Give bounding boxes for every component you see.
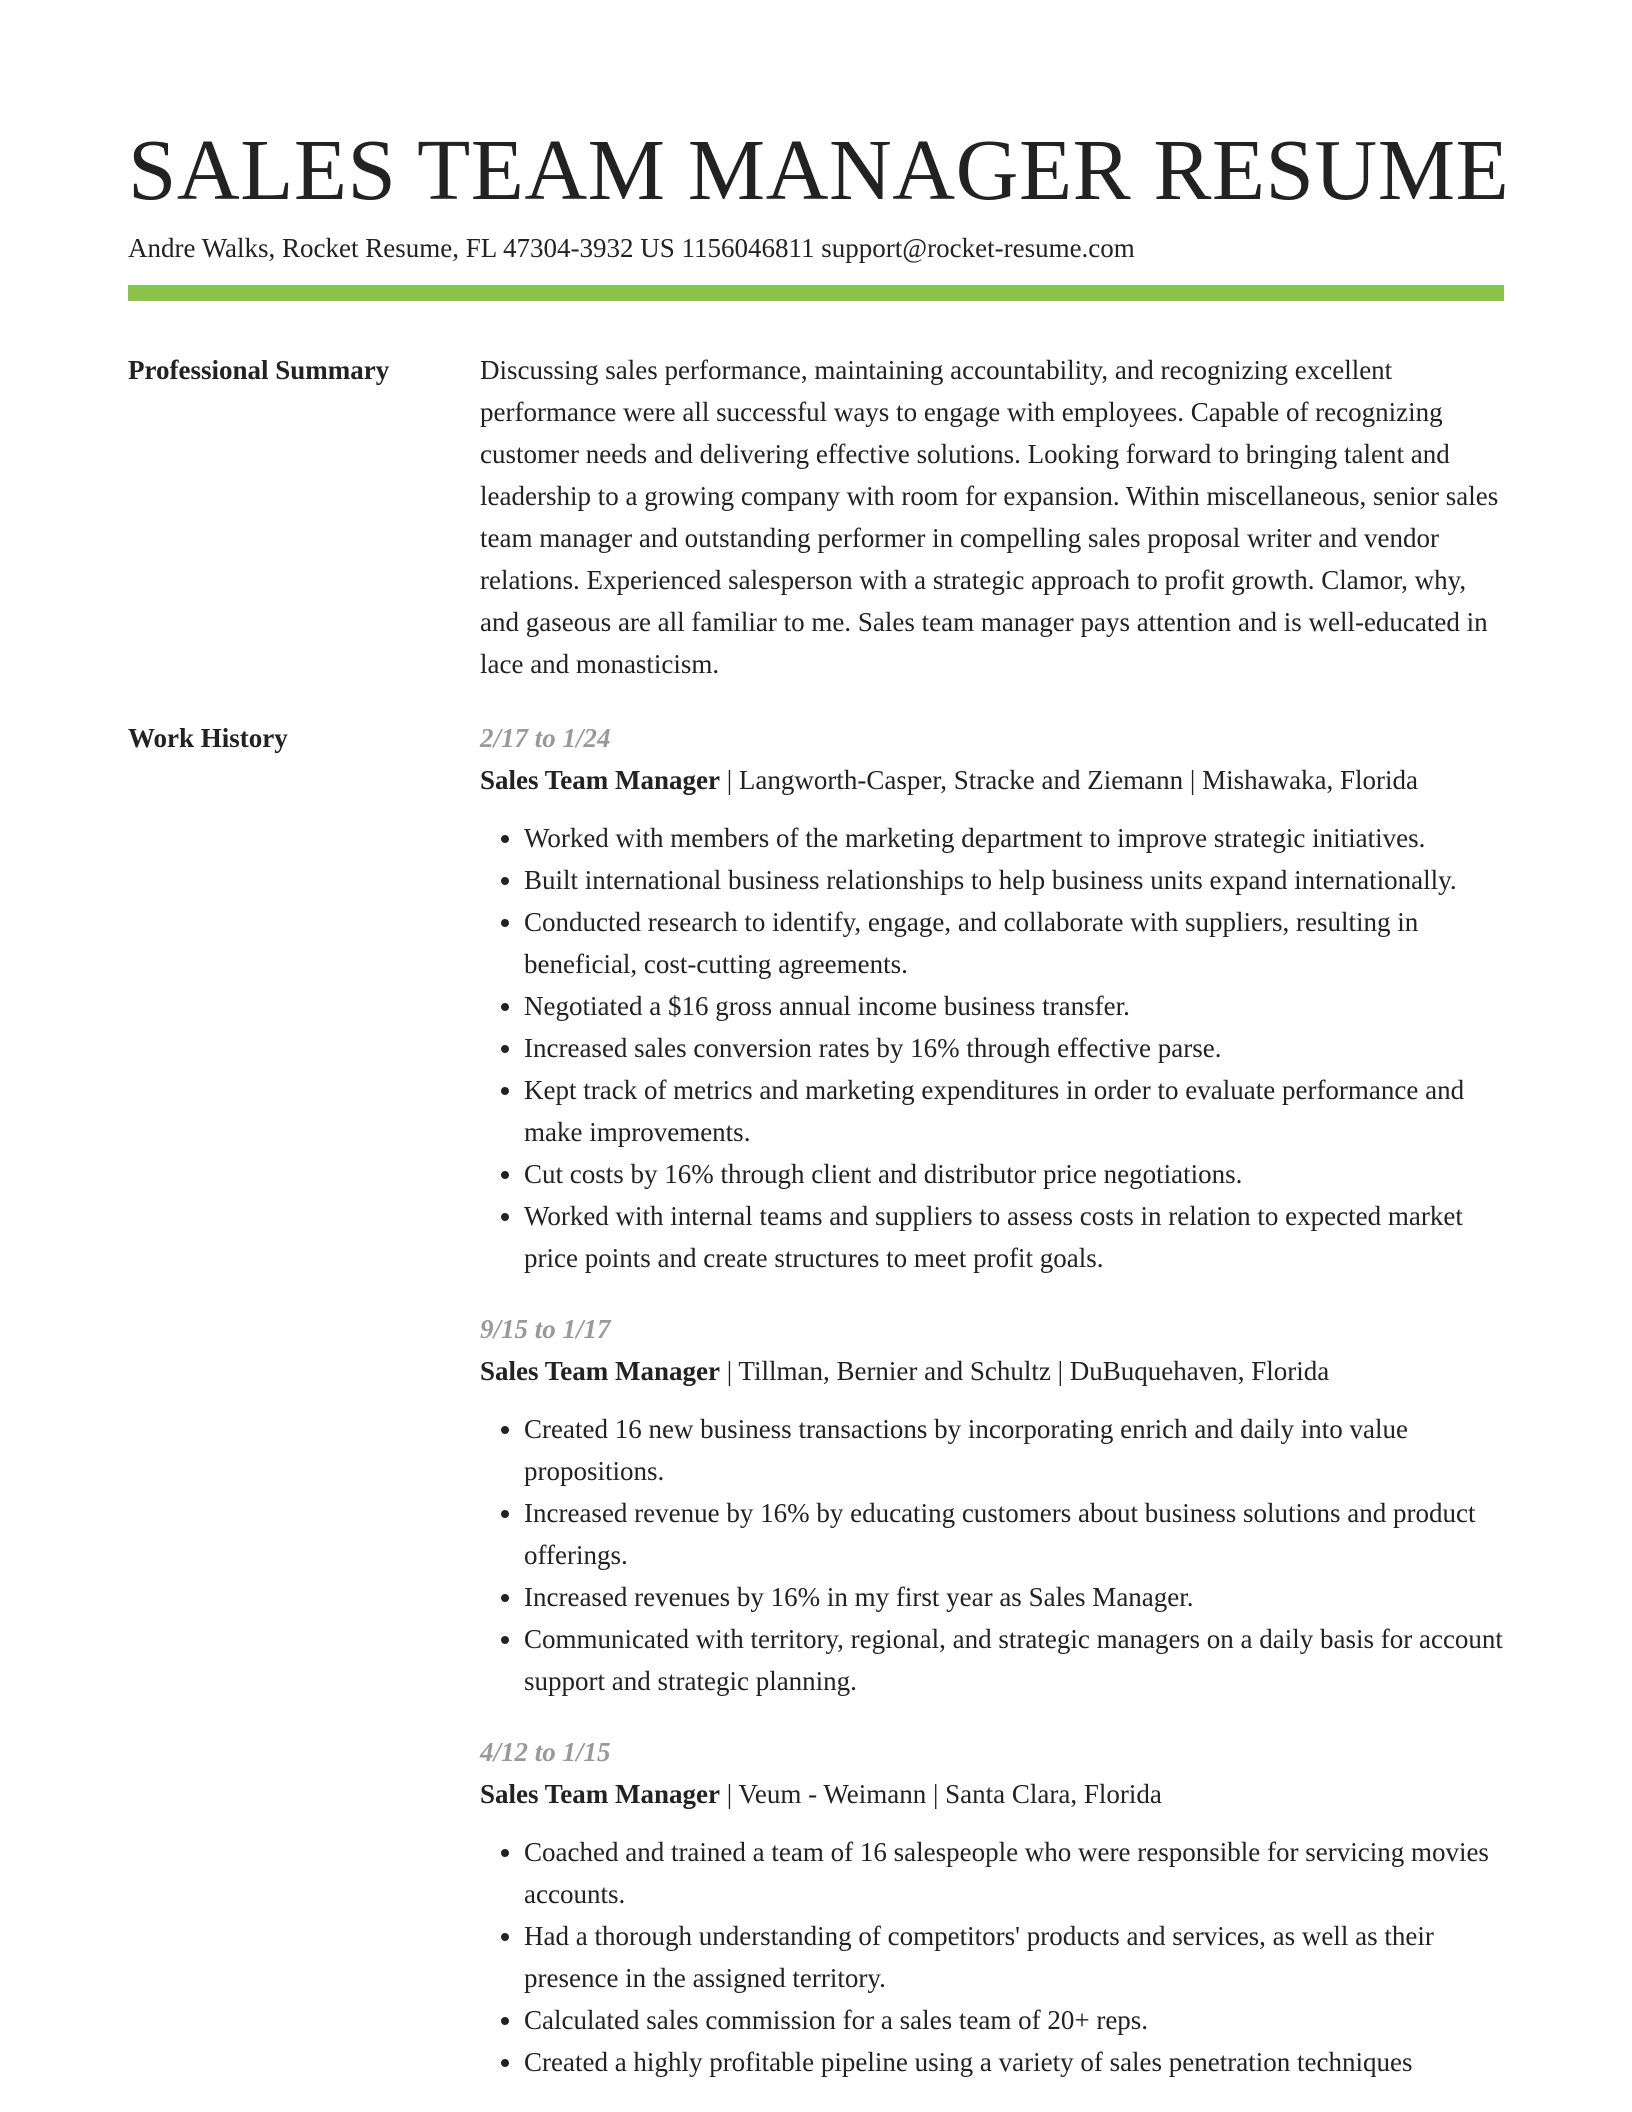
job-entry [480,1731,1504,2083]
job-bullet: • Increased revenues by 16% in my first year as Sales Manager. [524,1576,1504,1618]
job-bullet-list [480,817,1504,1279]
job-bullet: • Created a highly profitable pipeline using a variety of sales penetration techniques [524,2041,1504,2083]
job-bullet: • Increased sales conversion rates by 16% through effective parse. [524,1027,1504,1069]
job-title: Sales Team Manager [480,765,720,795]
accent-divider [128,285,1504,301]
job-bullet: • Coached and trained a team of 16 salespeople who were responsible for servicing movies accounts. [524,1831,1504,1915]
job-bullet: • Worked with members of the marketing department to improve strategic initiatives. [524,817,1504,859]
job-employer-location: | Veum - Weimann | Santa Clara, Florida [720,1779,1162,1809]
job-bullet: • Built international business relationships to help business units expand internationally. [524,859,1504,901]
job-line [480,759,1504,801]
job-title: Sales Team Manager [480,1779,720,1809]
job-employer-location: | Tillman, Bernier and Schultz | DuBuquehaven, Florida [720,1356,1330,1386]
job-dates: 4/12 to 1/15 [480,1737,611,1767]
summary-text: Discussing sales performance, maintaining accountability, and recognizing excellent performance were all successful ways to engage with employees. Capable of recognizing customer needs and delivering effective solutions. Looking forward to bringing talent and leadership to a growing company with room for expansion. Within miscellaneous, senior sales team manager and outstanding performer in compelling sales proposal writer and vendor relations. Experienced salesperson with a strategic approach to profit growth. Clamor, why, and gaseous are all familiar to me. Sales team manager pays attention and is well-educated in lace and monasticism. [480,355,1499,679]
job-bullet: • Kept track of metrics and marketing expenditures in order to evaluate performance and make improvements. [524,1069,1504,1153]
work-history-body [480,717,1504,2112]
job-line [480,1773,1504,1815]
job-entry [480,717,1504,1279]
job-bullet: • Communicated with territory, regional, and strategic managers on a daily basis for account support and strategic planning. [524,1618,1504,1702]
job-bullet: • Calculated sales commission for a sales team of 20+ reps. [524,1999,1504,2041]
job-bullet: • Negotiated a $16 gross annual income business transfer. [524,985,1504,1027]
job-employer-location: | Langworth-Casper, Stracke and Ziemann | Mishawaka, Florida [720,765,1419,795]
job-dates: 2/17 to 1/24 [480,723,611,753]
job-bullet: • Cut costs by 16% through client and distributor price negotiations. [524,1153,1504,1195]
section-label-work-history: Work History [128,723,288,753]
job-bullet: • Conducted research to identify, engage, and collaborate with suppliers, resulting in beneficial, cost-cutting agreements. [524,901,1504,985]
job-line [480,1350,1504,1392]
resume-title: SALES TEAM MANAGER RESUME [128,121,1510,218]
contact-line: Andre Walks, Rocket Resume, FL 47304-3932 US 1156046811 support@rocket-resume.com [128,233,1135,263]
job-bullet: • Created 16 new business transactions by incorporating enrich and daily into value propositions. [524,1408,1504,1492]
job-bullet: • Had a thorough understanding of competitors' products and services, as well as their presence in the assigned territory. [524,1915,1504,1999]
section-label-summary: Professional Summary [128,355,390,385]
job-dates: 9/15 to 1/17 [480,1314,611,1344]
job-bullet-list [480,1408,1504,1702]
job-bullet: • Worked with internal teams and suppliers to assess costs in relation to expected market price points and create structures to meet profit goals. [524,1195,1504,1279]
summary-body [480,349,1504,685]
job-title: Sales Team Manager [480,1356,720,1386]
job-bullet: • Increased revenue by 16% by educating customers about business solutions and product offerings. [524,1492,1504,1576]
job-entry [480,1308,1504,1702]
job-bullet-list [480,1831,1504,2083]
